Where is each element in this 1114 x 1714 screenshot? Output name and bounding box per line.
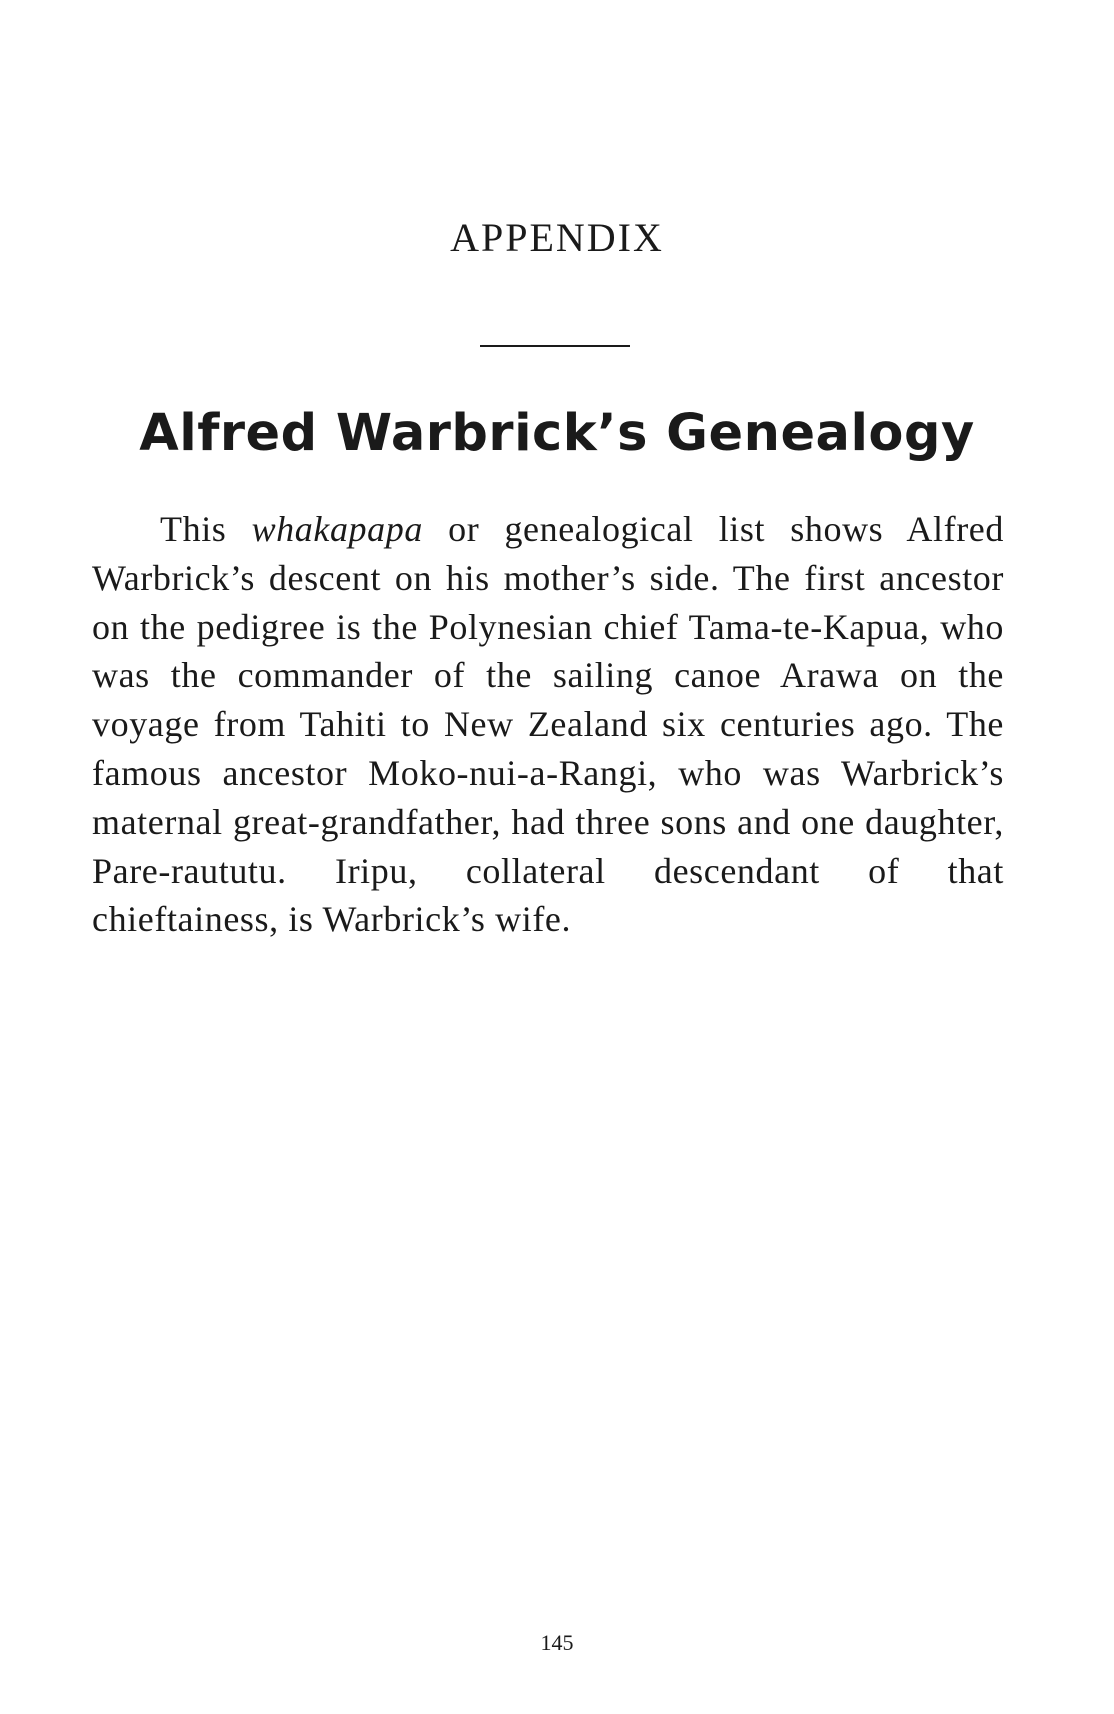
paragraph-lead: This xyxy=(160,509,252,549)
page-title: Alfred Warbrick’s Genealogy xyxy=(139,404,975,463)
page-number: 145 xyxy=(540,1630,574,1655)
italic-term: whakapapa xyxy=(251,509,423,549)
title-divider xyxy=(480,345,630,347)
body-paragraph xyxy=(92,505,1004,944)
appendix-label: APPENDIX xyxy=(450,215,664,260)
paragraph-body: or genealogical list shows Alfred Warbrick’s descent on his mother’s side. The first ancestor on the pedigree is the Polynesian chief Tama-te-Kapua, who was the commander of the sailing canoe Arawa on the voyage from Tahiti to New Zealand six centuries ago. The famous ancestor Moko-nui-a-Rangi, who was Warbrick’s maternal great-grandfather, had three sons and one daughter, Pare-raututu. Iripu, collateral descendant of that chieftainess, is Warbrick’s wife. xyxy=(92,509,1004,940)
